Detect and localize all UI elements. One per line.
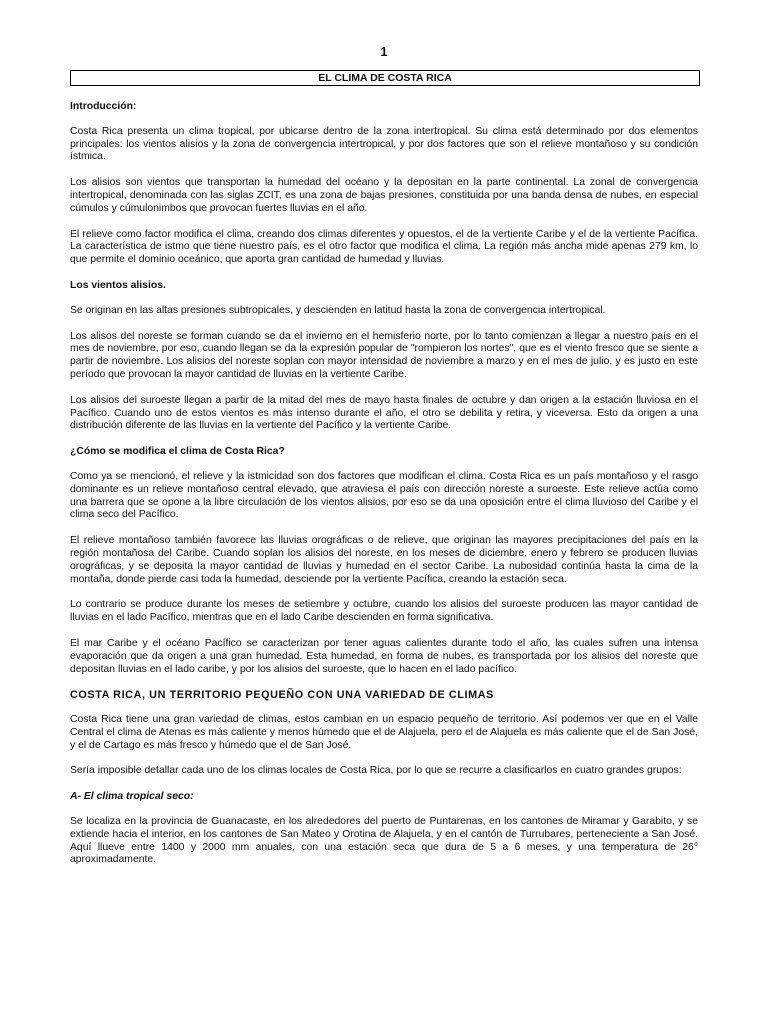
paragraph: Como ya se mencionó, el relieve y la istmicidad son dos factores que modifican el clima. Costa Rica es un país montañoso y el rasgo dominante es un relieve montañoso central elevado, que atraviesa el país con dirección noreste a suroeste. Este relieve actúa como una barrera que se opone a la libre circulación de los vientos alisios, por eso se da una oposición entre el clima lluvioso del Caribe y el clima seco del Pacífico. (70, 470, 698, 521)
paragraph: El relieve como factor modifica el clima, creando dos climas diferentes y opuestos, el de la vertiente Caribe y el de la vertiente Pacífica. La característica de istmo que tiene nuestro país, es el otro factor que modifica el clima. La región más ancha mide apenas 279 km, lo que permite el dominio oceánico, que aporta gran cantidad de humedad y lluvias. (70, 228, 698, 266)
document-body (70, 101, 698, 867)
document-title: EL CLIMA DE COSTA RICA (70, 70, 700, 86)
paragraph: Costa Rica presenta un clima tropical, por ubicarse dentro de la zona intertropical. Su clima está determinado por dos elementos principales: los vientos alisios y la zona de convergencia intertropical, y por dos factores que son el relieve montañoso y su condición ístmica. (70, 125, 698, 163)
section-heading: Introducción: (70, 101, 137, 112)
paragraph: Se localiza en la provincia de Guanacaste, en los alrededores del puerto de Puntarenas, en los cantones de Miramar y Garabito, y se extiende hacia el interior, en los cantones de San Mateo y Orotina de Alajuela, y en el cantón de Turrubares, perteneciente a San José. Aquí llueve entre 1400 y 2000 mm anuales, con una estación seca que dura de 5 a 6 meses, y una temperatura de 26° aproximadamente. (70, 816, 698, 866)
paragraph: Los alisios del suroeste llegan a partir de la mitad del mes de mayo hasta finales de octubre y dan origen a la estación lluviosa en el Pacífico. Cuando uno de estos vientos es más intenso durante el año, el otro se debilita y retira, y viceversa. Esto da origen a una distribución diferente de las lluvias en la vertiente del Pacífico y la vertiente Caribe. (70, 394, 698, 432)
page-number: 1 (380, 44, 388, 59)
paragraph: Se originan en las altas presiones subtropicales, y descienden en latitud hasta la zona de convergencia intertropical. (70, 304, 606, 316)
paragraph: El mar Caribe y el océano Pacífico se caracterizan por tener aguas calientes durante todo el año, las cuales sufren una intensa evaporación que da origen a una gran humedad. Esta humedad, en forma de nubes, es transportada por los alisios del noreste que depositan lluvias en el lado caribe, y por los alisios del suroeste, que lo hacen en el lado pacífico. (70, 637, 698, 675)
paragraph: Sería imposible detallar cada uno de los climas locales de Costa Rica, por lo que se recurre a clasificarlos en cuatro grandes grupos: (70, 765, 682, 777)
subsection-heading: A- El clima tropical seco: (70, 791, 194, 803)
paragraph: Lo contrario se produce durante los meses de setiembre y octubre, cuando los alisios del suroeste producen las mayor cantidad de lluvias en el lado Pacífico, mientras que en el lado Caribe descienden en forma significativa. (70, 599, 698, 624)
paragraph: Los alisios son vientos que transportan la humedad del océano y la depositan en la parte continental. La zonal de convergencia intertropical, denominada con las siglas ZCIT, es una zona de bajas presiones, constituida por una banda densa de nubes, en especial cúmulos y cúmulonimbos que provocan fuertes lluvias en el año. (70, 177, 698, 214)
section-heading: Los vientos alisios. (70, 279, 166, 291)
paragraph: Costa Rica tiene una gran variedad de climas, estos cambian en un espacio pequeño de territorio. Así podemos ver que en el Valle Central el clima de Atenas es más caliente y menos húmedo que el de Alajuela, pero el de Alajuela es más caliente que el de San José, y el de Cartago es más fresco y húmedo que el de San José. (70, 714, 698, 751)
paragraph: El relieve montañoso también favorece las lluvias orográficas o de relieve, que originan las mayores precipitaciones del país en la región montañosa del Caribe. Cuando soplan los alisios del noreste, en los meses de diciembre, enero y febrero se producen lluvias orográficas, y se deposita la mayor cantidad de lluvias y humedad en el sector Caribe. La nubosidad continúa hasta la cima de la montaña, donde pierde casi toda la humedad, desciende por la vertiente Pacífica, creando la estación seca. (70, 535, 698, 585)
paragraph: Los alisos del noreste se forman cuando se da el invierno en el hemisferio norte, por lo tanto comienzan a llegar a nuestro país en el mes de noviembre, por eso, cuando llegan se da la expresión popular de "rompieron los nortes", que es el viento fresco que se siente a partir de noviembre. Los alisios del noreste soplan con mayor intensidad de noviembre a marzo y en el mes de julio, y es justo en este período que provocan la mayor cantidad de lluvias en la vertiente Caribe. (70, 330, 698, 380)
section-heading: ¿Cómo se modifica el clima de Costa Rica? (70, 446, 285, 458)
section-heading-caps: COSTA RICA, UN TERRITORIO PEQUEÑO CON UNA VARIEDAD DE CLIMAS (70, 689, 494, 702)
